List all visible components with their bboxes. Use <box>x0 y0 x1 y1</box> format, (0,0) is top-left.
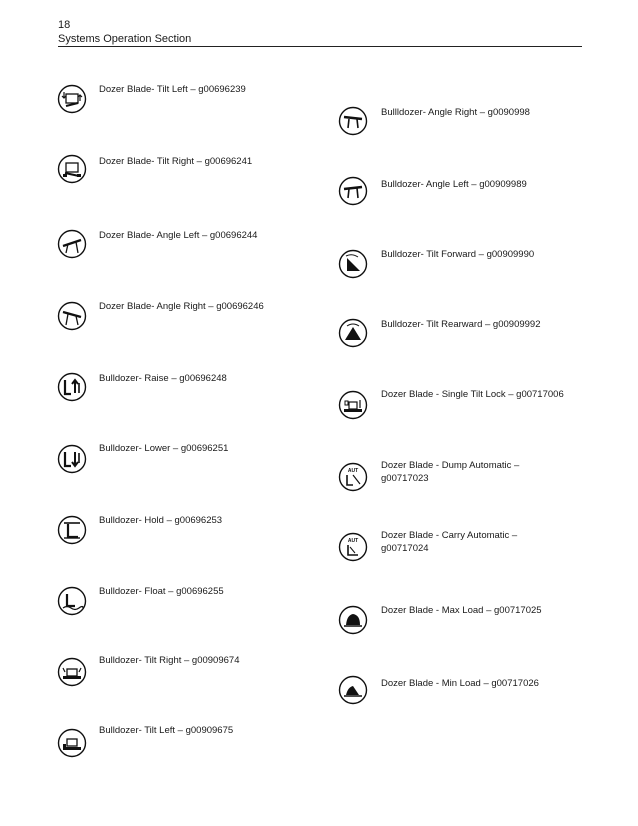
bulldozer-float-icon <box>57 586 87 616</box>
carry-automatic-badge: AUT <box>347 538 359 544</box>
section-title: Systems Operation Section <box>58 33 192 45</box>
dump-automatic-badge: AUT <box>347 468 359 474</box>
carry-automatic-icon <box>338 532 368 562</box>
page-number: 18 <box>58 19 71 31</box>
bulldozer-tilt-right-icon <box>57 657 87 687</box>
max-load-icon <box>338 605 368 635</box>
bulldozer-tilt-left-icon <box>57 728 87 758</box>
min-load-icon <box>338 675 368 705</box>
header-rule <box>58 46 582 47</box>
bulldozer-raise-icon <box>57 372 87 402</box>
dozer-angle-left-icon <box>57 229 87 259</box>
bulldozer-lower-icon <box>57 444 87 474</box>
dozer-tilt-right-icon <box>57 154 87 184</box>
dozer-angle-right-icon <box>57 301 87 331</box>
bulldozer-tilt-rearward-icon <box>338 318 368 348</box>
dump-automatic-icon <box>338 462 368 492</box>
bulldozer-angle-left-icon <box>338 176 368 206</box>
bulldozer-hold-icon <box>57 515 87 545</box>
bulldozer-angle-right-icon <box>338 106 368 136</box>
bulldozer-tilt-forward-icon <box>338 249 368 279</box>
single-tilt-lock-icon <box>338 390 368 420</box>
dozer-tilt-left-icon <box>57 84 87 114</box>
